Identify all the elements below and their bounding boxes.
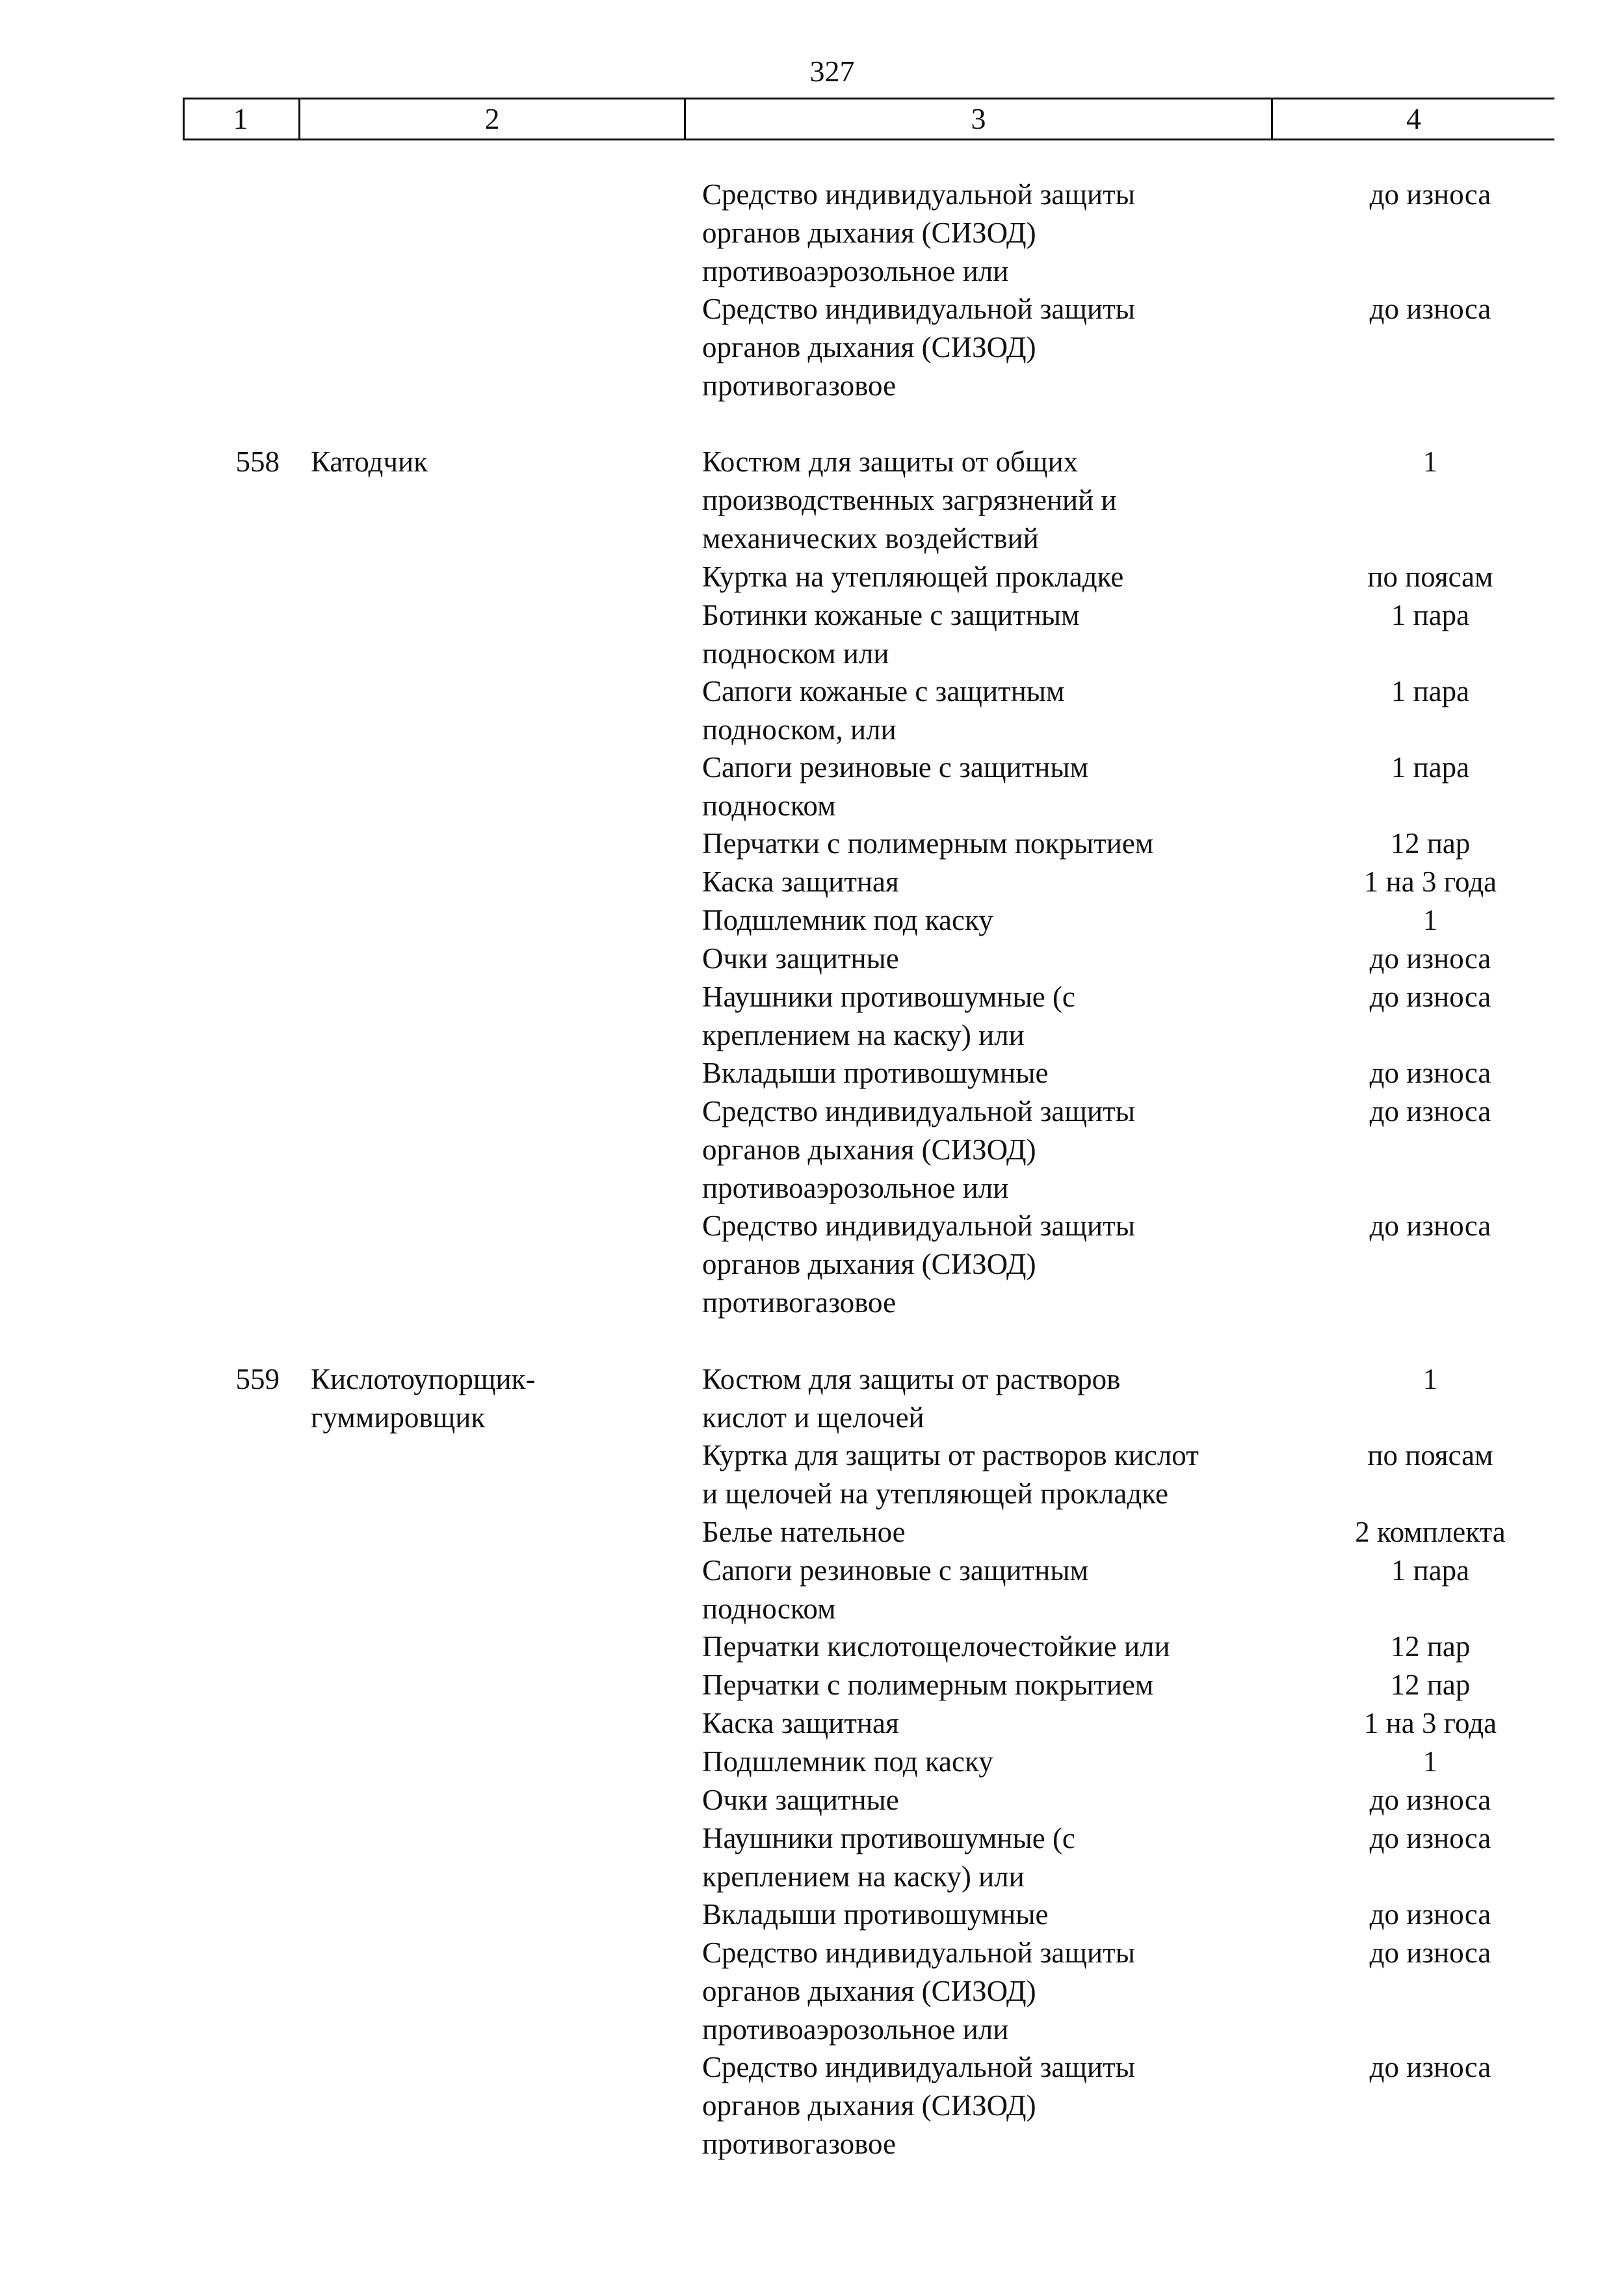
issue-norm: 1 пара — [1391, 1554, 1470, 1587]
issue-norm: 2 комплекта — [1355, 1516, 1506, 1548]
profession-name: Кислотоупорщик- гуммировщик — [311, 1363, 536, 1434]
ppe-item: Сапоги резиновые с защитным подноском — [702, 1554, 1089, 1625]
issue-norm: 1 — [1422, 904, 1438, 936]
issue-norm: 1 — [1422, 1363, 1438, 1395]
ppe-item: Средство индивидуальной защиты органов дыхания (СИЗОД) противогазовое — [702, 293, 1136, 402]
issue-norm: 1 на 3 года — [1363, 1707, 1497, 1739]
header-col-2: 2 — [484, 102, 500, 135]
issue-norm: по поясам — [1367, 561, 1493, 593]
ppe-item: Белье нательное — [702, 1516, 906, 1548]
issue-norm: до износа — [1369, 1784, 1491, 1816]
issue-norm: 1 на 3 года — [1363, 865, 1497, 898]
header-divider — [684, 98, 686, 139]
issue-norm: до износа — [1369, 1822, 1491, 1854]
header-col-3: 3 — [971, 102, 986, 135]
ppe-item: Перчатки кислотощелочестойкие или — [702, 1630, 1170, 1663]
ppe-item: Перчатки с полимерным покрытием — [702, 827, 1154, 860]
ppe-item: Средство индивидуальной защиты органов дыхания (СИЗОД) противогазовое — [702, 2051, 1136, 2160]
issue-norm: до износа — [1369, 1936, 1491, 1969]
table-header — [183, 98, 1554, 140]
ppe-item: Куртка для защиты от растворов кислот и щелочей на утепляющей прокладке — [702, 1439, 1199, 1510]
issue-norm: 1 пара — [1391, 599, 1470, 631]
ppe-item: Костюм для защиты от общих производственных загрязнений и механических воздействий — [702, 445, 1117, 555]
ppe-item: Наушники противошумные (с креплением на каску) или — [702, 1822, 1075, 1893]
row-number: 558 — [235, 445, 280, 478]
issue-norm: до износа — [1369, 981, 1491, 1013]
ppe-item: Подшлемник под каску — [702, 1745, 993, 1778]
issue-norm: до износа — [1369, 942, 1491, 975]
issue-norm: 12 пар — [1390, 827, 1471, 860]
ppe-item: Каска защитная — [702, 865, 899, 898]
header-divider — [1271, 98, 1273, 139]
issue-norm: до износа — [1369, 1209, 1491, 1242]
issue-norm: 1 пара — [1391, 675, 1470, 707]
issue-norm: до износа — [1369, 2051, 1491, 2083]
issue-norm: до износа — [1369, 1057, 1491, 1089]
ppe-item: Ботинки кожаные с защитным подноском или — [702, 599, 1080, 670]
issue-norm: 12 пар — [1390, 1630, 1471, 1663]
issue-norm: до износа — [1369, 1095, 1491, 1128]
ppe-item: Куртка на утепляющей прокладке — [702, 561, 1124, 593]
ppe-item: Каска защитная — [702, 1707, 899, 1739]
page-number: 327 — [809, 55, 855, 88]
header-divider — [298, 98, 300, 139]
ppe-item: Средство индивидуальной защиты органов дыхания (СИЗОД) противоаэрозольное или — [702, 178, 1136, 287]
issue-norm: по поясам — [1367, 1439, 1493, 1471]
ppe-item: Очки защитные — [702, 942, 899, 975]
issue-norm: 12 пар — [1390, 1669, 1471, 1701]
ppe-item: Вкладыши противошумные — [702, 1898, 1049, 1931]
profession-name: Катодчик — [311, 445, 428, 478]
header-divider — [183, 98, 185, 139]
issue-norm: 1 — [1422, 1745, 1438, 1778]
issue-norm: до износа — [1369, 1898, 1491, 1931]
issue-norm: до износа — [1369, 293, 1491, 325]
ppe-item: Сапоги резиновые с защитным подноском — [702, 751, 1089, 822]
ppe-item: Сапоги кожаные с защитным подноском, или — [702, 675, 1065, 746]
ppe-item: Средство индивидуальной защиты органов дыхания (СИЗОД) противоаэрозольное или — [702, 1095, 1136, 1204]
issue-norm: 1 пара — [1391, 751, 1470, 784]
ppe-item: Костюм для защиты от растворов кислот и щелочей — [702, 1363, 1121, 1434]
row-number: 559 — [235, 1363, 280, 1395]
header-col-1: 1 — [233, 102, 248, 135]
ppe-item: Подшлемник под каску — [702, 904, 993, 936]
issue-norm: до износа — [1369, 178, 1491, 211]
ppe-item: Очки защитные — [702, 1784, 899, 1816]
ppe-item: Вкладыши противошумные — [702, 1057, 1049, 1089]
ppe-item: Средство индивидуальной защиты органов дыхания (СИЗОД) противогазовое — [702, 1209, 1136, 1319]
ppe-item: Перчатки с полимерным покрытием — [702, 1669, 1154, 1701]
header-col-4: 4 — [1406, 102, 1421, 135]
issue-norm: 1 — [1422, 445, 1438, 478]
ppe-item: Средство индивидуальной защиты органов дыхания (СИЗОД) противоаэрозольное или — [702, 1936, 1136, 2046]
ppe-item: Наушники противошумные (с креплением на каску) или — [702, 981, 1075, 1051]
